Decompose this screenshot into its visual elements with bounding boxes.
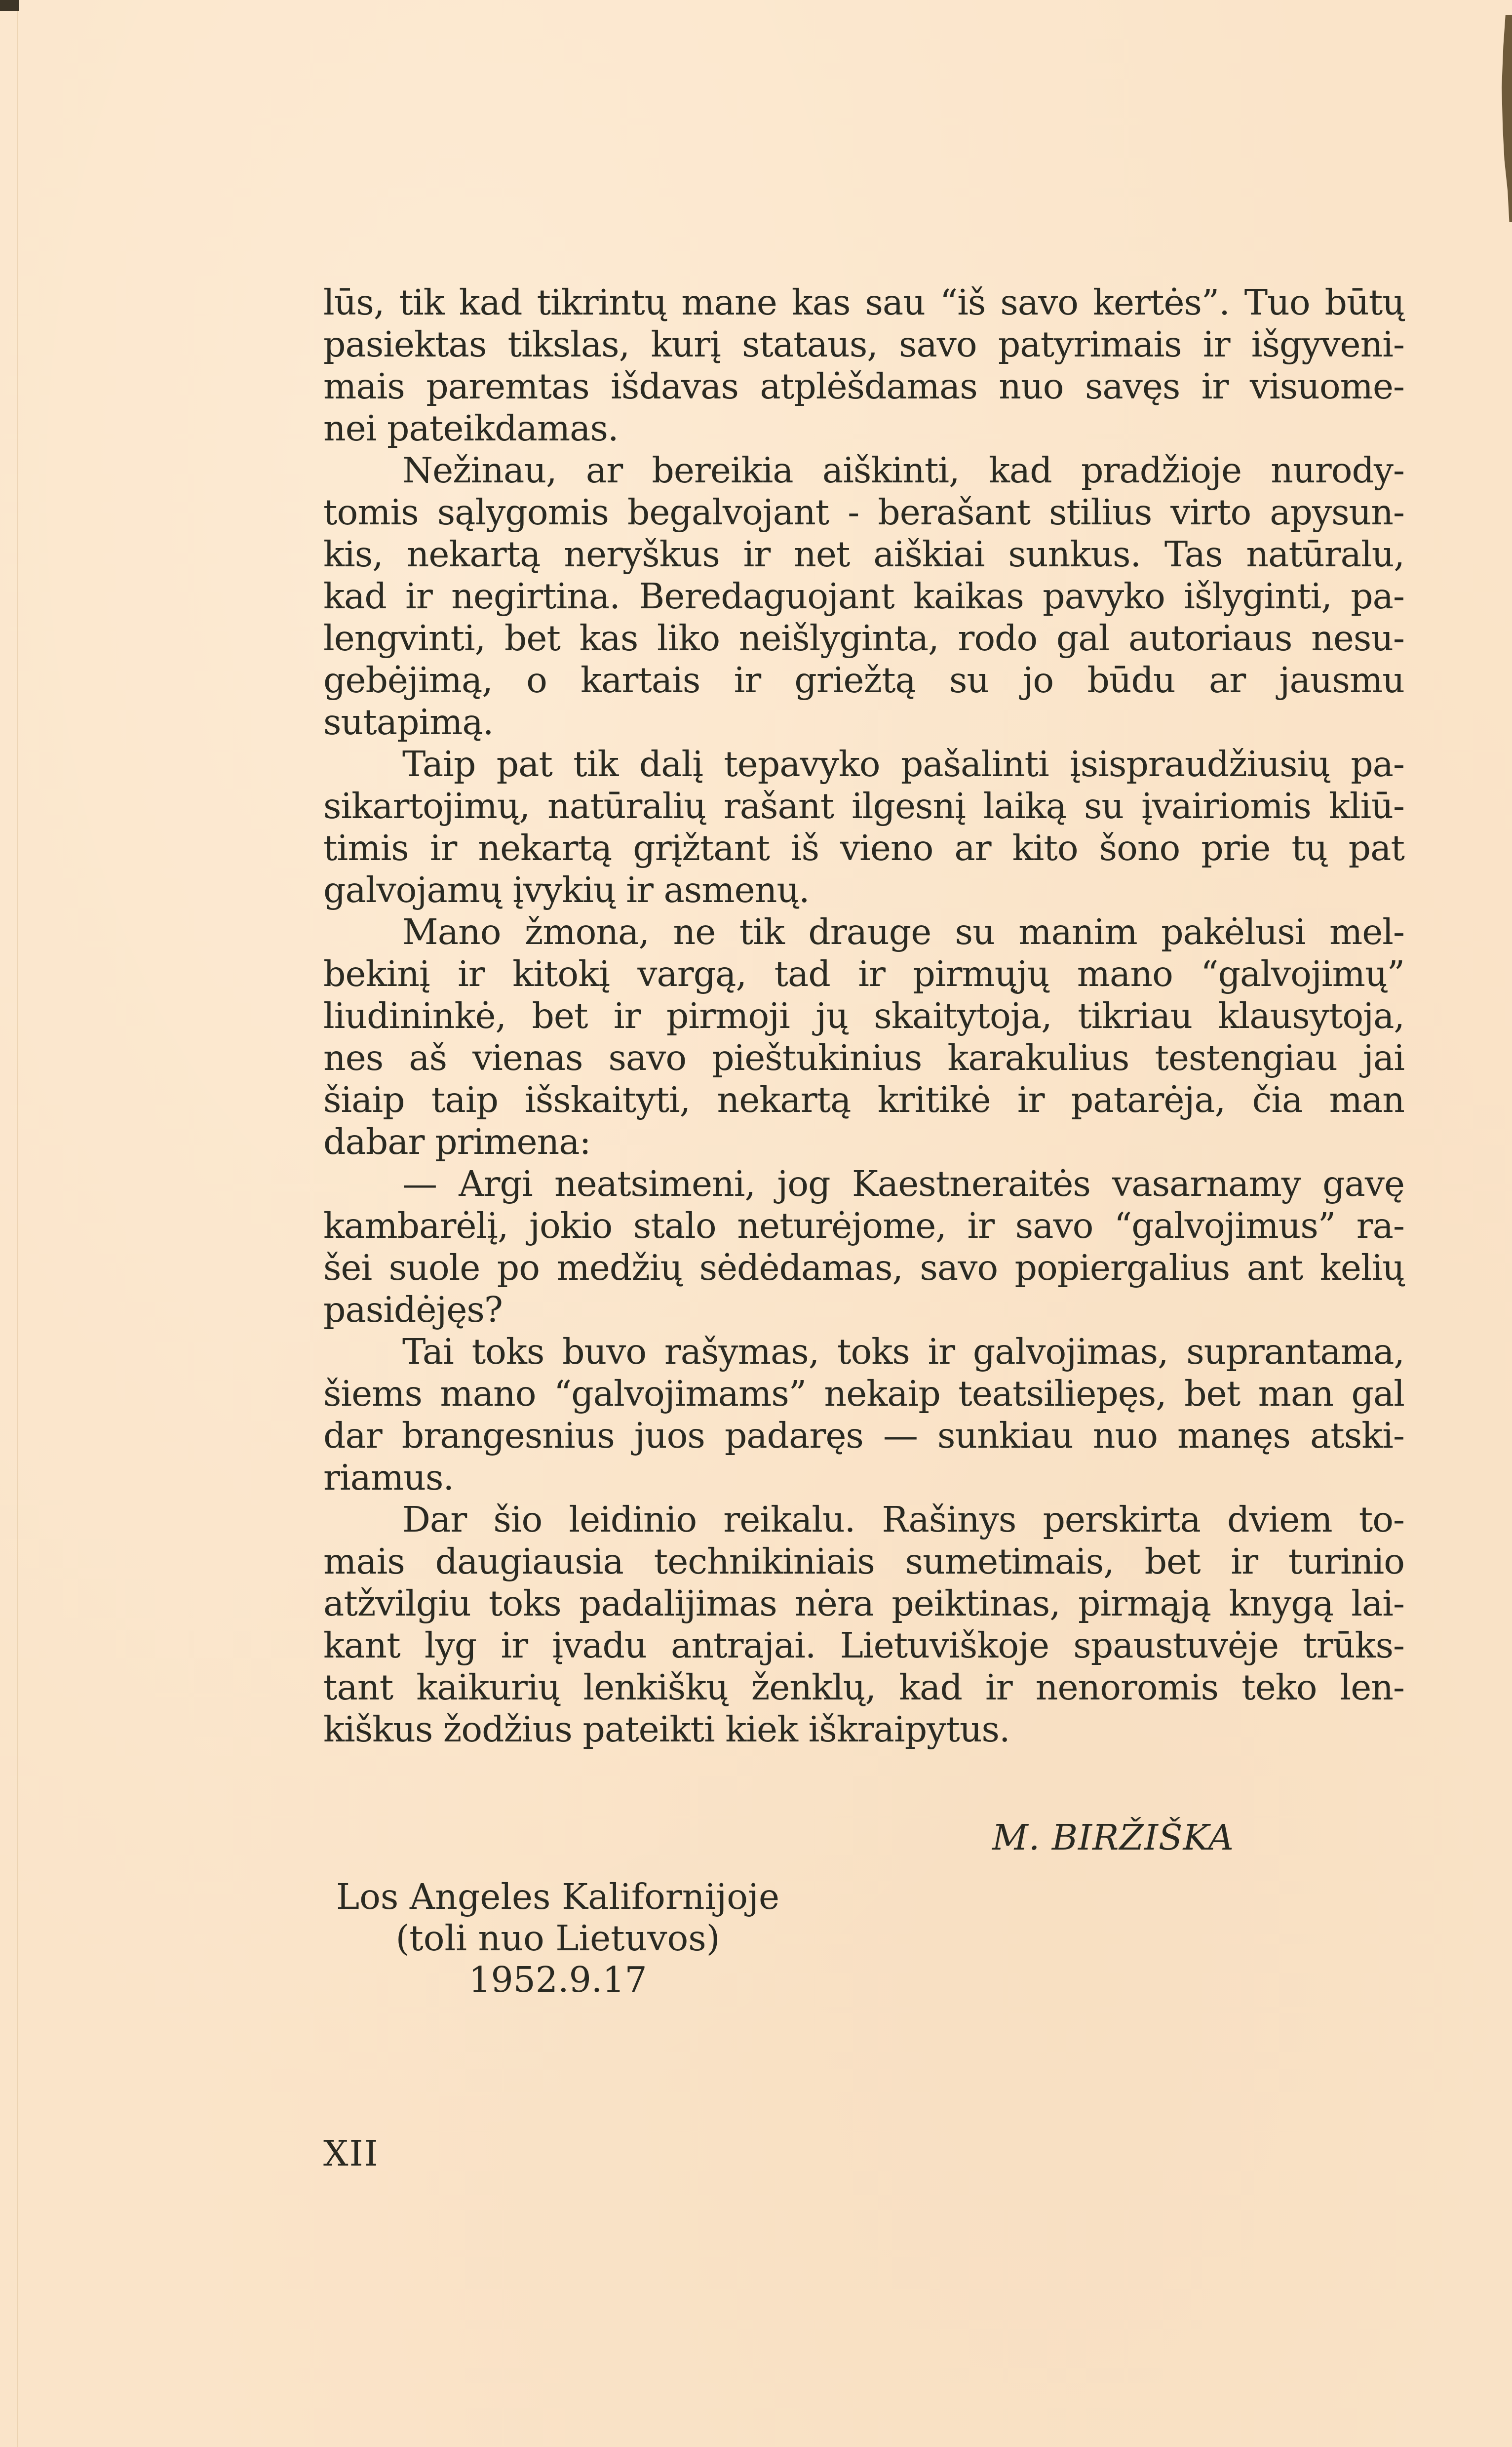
- text-line: gebėjimą, o kartais ir griežtą su jo būdu ar jausmu: [323, 660, 1404, 701]
- text-line: atžvilgiu toks padalijimas nėra peiktinas, pirmąją knygą lai-: [323, 1583, 1404, 1624]
- text-line: sutapimą.: [323, 702, 494, 743]
- text-line: lūs, tik kad tikrintų mane kas sau “iš savo kertės”. Tuo būtų: [323, 282, 1404, 323]
- text-line: kant lyg ir įvadu antrajai. Lietuviškoje spaustuvėje trūks-: [323, 1625, 1404, 1666]
- scan-corner-mark: [0, 0, 19, 11]
- text-line: liudininkė, bet ir pirmoji jų skaitytoja, tikriau klausytoja,: [323, 995, 1404, 1036]
- paragraph: [323, 743, 1404, 911]
- text-line: kiškus žodžius pateikti kiek iškraipytus.: [323, 1709, 1010, 1750]
- paragraph: [323, 911, 1404, 1163]
- text-line: kad ir negirtina. Beredaguojant kaikas pavyko išlyginti, pa-: [323, 576, 1404, 617]
- place-line: Los Angeles Kalifornijoje: [336, 1876, 780, 1917]
- text-line: riamus.: [323, 1457, 454, 1498]
- place-and-date: [323, 1876, 792, 2001]
- text-line: nes aš vienas savo pieštukinius karakulius testengiau jai: [323, 1037, 1404, 1078]
- text-line: galvojamų įvykių ir asmenų.: [323, 869, 810, 910]
- text-line: timis ir nekartą grįžtant iš vieno ar kito šono prie tų pat: [323, 828, 1404, 868]
- text-line: mais paremtas išdavas atplėšdamas nuo savęs ir visuome-: [323, 366, 1404, 407]
- date-line: 1952.9.17: [468, 1959, 647, 2000]
- text-line: mais daugiausia technikiniais sumetimais, bet ir turinio: [323, 1541, 1404, 1582]
- text-line: nei pateikdamas.: [323, 408, 619, 449]
- page-number: XII: [323, 2133, 379, 2174]
- text-line: tant kaikurių lenkiškų ženklų, kad ir nenoromis teko len-: [323, 1667, 1404, 1708]
- text-line: pasiektas tikslas, kurį stataus, savo patyrimais ir išgyveni-: [323, 324, 1404, 365]
- text-line: dar brangesnius juos padaręs — sunkiau nuo manęs atski-: [323, 1415, 1404, 1456]
- text-line: dabar primena:: [323, 1121, 591, 1162]
- text-line: Mano žmona, ne tik drauge su manim pakėlusi mel-: [402, 911, 1404, 952]
- paragraph: [323, 281, 1404, 449]
- text-line: šiaip taip išskaityti, nekartą kritikė ir patarėja, čia man: [323, 1079, 1404, 1120]
- text-line: šei suole po medžių sėdėdamas, savo popiergalius ant kelių: [323, 1247, 1404, 1288]
- text-line: — Argi neatsimeni, jog Kaestneraitės vasarnamy gavę: [402, 1163, 1404, 1204]
- text-line: Dar šio leidinio reikalu. Rašinys perskirta dviem to-: [402, 1499, 1404, 1540]
- text-line: pasidėjęs?: [323, 1289, 503, 1330]
- text-line: lengvinti, bet kas liko neišlyginta, rodo gal autoriaus nesu-: [323, 618, 1404, 659]
- text-line: kis, nekartą neryškus ir net aiškiai sunkus. Tas natūralu,: [323, 534, 1404, 575]
- gutter-line: [17, 0, 18, 2447]
- text-line: Nežinau, ar bereikia aiškinti, kad pradžioje nurody-: [402, 450, 1404, 491]
- body-text: [323, 281, 1404, 1750]
- text-line: tomis sąlygomis begalvojant - berašant stilius virto apysun-: [323, 492, 1404, 533]
- paragraph: [323, 449, 1404, 743]
- text-line: kambarėlį, jokio stalo neturėjome, ir savo “galvojimus” ra-: [323, 1205, 1404, 1246]
- text-line: Taip pat tik dalį tepavyko pašalinti įsispraudžiusių pa-: [402, 744, 1404, 785]
- text-line: sikartojimų, natūralių rašant ilgesnį laiką su įvairiomis kliū-: [323, 786, 1404, 827]
- paragraph: [323, 1331, 1404, 1499]
- author-signature: M. BIRŽIŠKA: [992, 1817, 1234, 1858]
- paragraph: [323, 1499, 1404, 1750]
- text-line: šiems mano “galvojimams” nekaip teatsiliepęs, bet man gal: [323, 1373, 1404, 1414]
- text-line: bekinį ir kitokį vargą, tad ir pirmųjų mano “galvojimų”: [323, 953, 1404, 994]
- text-line: Tai toks buvo rašymas, toks ir galvojimas, suprantama,: [402, 1331, 1404, 1372]
- paragraph: [323, 1163, 1404, 1331]
- place-note: (toli nuo Lietuvos): [395, 1918, 720, 1959]
